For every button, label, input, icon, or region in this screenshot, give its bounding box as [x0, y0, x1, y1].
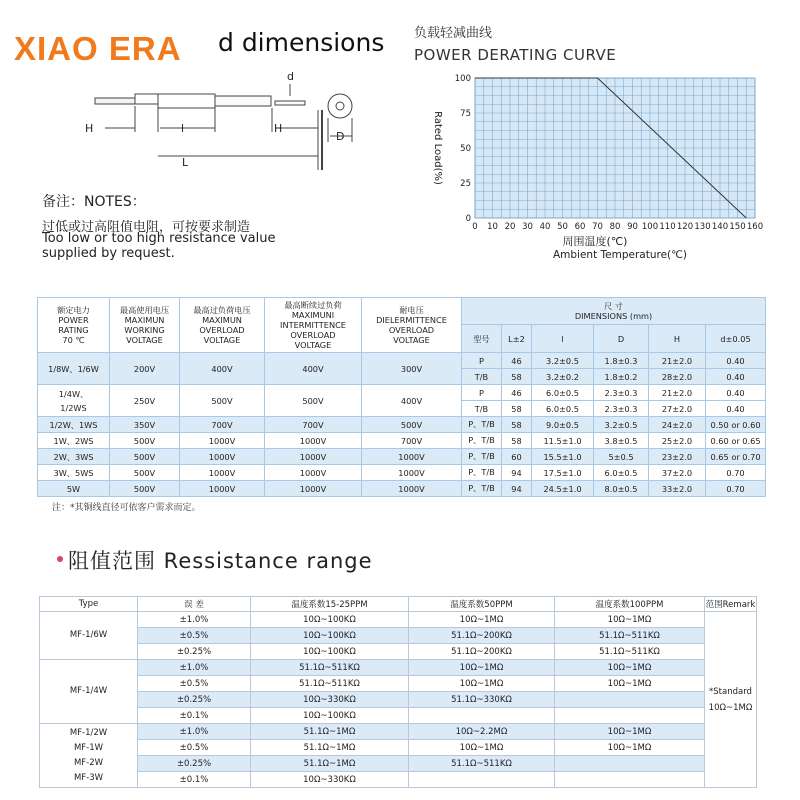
cell-H: 24±2.0 — [649, 417, 706, 433]
cell-H: 28±2.0 — [649, 369, 706, 385]
cell-model: P、T/B — [462, 433, 502, 449]
cell-working-voltage: 250V — [110, 385, 180, 417]
range-row — [40, 660, 757, 676]
range-row — [40, 692, 757, 708]
cell-tcr-100: 51.1Ω~511KΩ — [555, 644, 705, 660]
cell-L: 58 — [502, 417, 532, 433]
header-dielectric-voltage — [362, 298, 462, 353]
y-tick-label: 50 — [460, 144, 471, 154]
cell-working-voltage: 500V — [110, 433, 180, 449]
cell-overload-voltage: 700V — [180, 417, 265, 433]
header-sub-0: 型号 — [462, 325, 502, 353]
cell-l: 3.2±0.5 — [532, 353, 594, 369]
cell-model: P — [462, 385, 502, 401]
x-tick-label: 130 — [694, 222, 711, 232]
label-d: d — [287, 70, 294, 83]
cell-tcr-15-25: 10Ω~330KΩ — [251, 772, 409, 788]
cell-dielectric-voltage: 700V — [362, 433, 462, 449]
cell-D: 6.0±0.5 — [594, 465, 649, 481]
cell-tcr-100 — [555, 692, 705, 708]
dimensions-line: 尺 寸 — [604, 301, 623, 311]
x-tick-label: 10 — [487, 222, 498, 232]
range-row — [40, 772, 757, 788]
cell-intermittence-voltage: 1000V — [265, 449, 362, 465]
cell-H: 23±2.0 — [649, 449, 706, 465]
cell-H: 21±2.0 — [649, 385, 706, 401]
range-row — [40, 628, 757, 644]
x-tick-label: 80 — [609, 222, 621, 232]
cell-tcr-100: 10Ω~1MΩ — [555, 740, 705, 756]
y-tick-label: 0 — [465, 214, 471, 224]
x-tick-label: 60 — [574, 222, 586, 232]
max_working-line: 最高使用电压 — [119, 305, 170, 315]
cell-tcr-100: 10Ω~1MΩ — [555, 660, 705, 676]
x-tick-label: 90 — [627, 222, 638, 232]
cell-d: 0.60 or 0.65 — [706, 433, 766, 449]
cell-tcr-50 — [409, 772, 555, 788]
y-axis-label: Rated Load(%) — [432, 111, 443, 185]
cell-tcr-100: 10Ω~1MΩ — [555, 724, 705, 740]
range-header-0: Type — [40, 597, 138, 612]
header-sub-3: D — [594, 325, 649, 353]
rating-line: 70 ℃ — [62, 335, 85, 345]
resistance-range-title: 阻值范围 Ressistance range — [68, 549, 373, 573]
cell-model: P — [462, 353, 502, 369]
cell-l: 24.5±1.0 — [532, 481, 594, 497]
max_overload-line: 最高过负荷电压 — [193, 305, 251, 315]
cell-tolerance: ±0.25% — [138, 756, 251, 772]
x-tick-label: 110 — [659, 222, 676, 232]
cell-tcr-50: 10Ω~1MΩ — [409, 740, 555, 756]
cell-overload-voltage: 500V — [180, 385, 265, 417]
label-h-right: H — [274, 122, 283, 135]
max_working-line: WORKING — [124, 325, 165, 335]
cell-model: P、T/B — [462, 417, 502, 433]
cell-dielectric-voltage: 300V — [362, 353, 462, 385]
cell-tcr-100 — [555, 772, 705, 788]
cell-tcr-50 — [409, 708, 555, 724]
cell-intermittence-voltage: 1000V — [265, 433, 362, 449]
cell-L: 58 — [502, 433, 532, 449]
chart-title-cn: 负载轻减曲线 — [414, 26, 493, 41]
cell-working-voltage: 350V — [110, 417, 180, 433]
cell-D: 1.8±0.3 — [594, 353, 649, 369]
cell-tcr-100: 10Ω~1MΩ — [555, 676, 705, 692]
range-row — [40, 612, 757, 628]
max_intermittence-line: VOLTAGE — [294, 340, 332, 350]
label-L: L — [182, 156, 189, 169]
cell-tcr-50: 51.1Ω~330KΩ — [409, 692, 555, 708]
y-tick-label: 25 — [460, 179, 471, 189]
notes-line-en1: Too low or too high resistance value — [42, 231, 276, 246]
cell-tcr-100 — [555, 756, 705, 772]
cell-H: 37±2.0 — [649, 465, 706, 481]
cell-tcr-15-25: 10Ω~100KΩ — [251, 708, 409, 724]
cell-l: 6.0±0.5 — [532, 385, 594, 401]
max_overload-line: VOLTAGE — [203, 335, 241, 345]
spec-row — [38, 481, 766, 497]
range-row — [40, 708, 757, 724]
label-l-small: l — [181, 122, 185, 135]
cell-dielectric-voltage: 400V — [362, 385, 462, 417]
x-tick-label: 100 — [641, 222, 659, 232]
cell-intermittence-voltage: 400V — [265, 353, 362, 385]
spec-row — [38, 353, 766, 369]
cell-D: 8.0±0.5 — [594, 481, 649, 497]
header-dimensions — [462, 298, 766, 325]
cell-model: P、T/B — [462, 449, 502, 465]
cell-tcr-15-25: 10Ω~330KΩ — [251, 692, 409, 708]
cell-tolerance: ±0.1% — [138, 708, 251, 724]
header-sub-4: H — [649, 325, 706, 353]
header-max-intermittence-voltage — [265, 298, 362, 353]
cell-D: 1.8±0.2 — [594, 369, 649, 385]
range-row — [40, 756, 757, 772]
cell-tcr-15-25: 10Ω~100KΩ — [251, 628, 409, 644]
cell-d: 0.70 — [706, 465, 766, 481]
max_overload-line: OVERLOAD — [199, 325, 245, 335]
cell-type: MF-1/4W — [40, 660, 138, 724]
cell-H: 33±2.0 — [649, 481, 706, 497]
cell-model: P、T/B — [462, 465, 502, 481]
x-tick-label: 140 — [711, 222, 729, 232]
cell-intermittence-voltage: 500V — [265, 385, 362, 417]
cell-rating: 2W、3WS — [38, 449, 110, 465]
x-tick-label: 150 — [729, 222, 746, 232]
cell-overload-voltage: 1000V — [180, 481, 265, 497]
spec-row — [38, 385, 766, 401]
x-axis-label: Ambient Temperature(℃) — [552, 249, 688, 261]
rating-line: RATING — [58, 325, 89, 335]
range-row — [40, 644, 757, 660]
spec-footnote: 注：*其铜线直径可依客户需求而定。 — [52, 503, 201, 513]
dielectric-line: DIELERMITTENCE — [376, 315, 447, 325]
cell-l: 6.0±0.5 — [532, 401, 594, 417]
dimensions-line: DIMENSIONS (mm) — [574, 311, 653, 321]
cell-d: 0.40 — [706, 369, 766, 385]
brand-logo: XIAO ERA — [14, 30, 182, 67]
y-tick-label: 100 — [454, 74, 471, 84]
cell-rating: 1/8W、1/6W — [38, 353, 110, 385]
cell-tcr-50: 10Ω~2.2MΩ — [409, 724, 555, 740]
chart-title: POWER DERATING CURVE — [414, 46, 617, 64]
cell-intermittence-voltage: 1000V — [265, 481, 362, 497]
cell-d: 0.40 — [706, 401, 766, 417]
dimensions-title: d dimensions — [218, 28, 385, 57]
cell-tolerance: ±1.0% — [138, 612, 251, 628]
cell-H: 21±2.0 — [649, 353, 706, 369]
specification-table — [37, 297, 766, 497]
cell-L: 46 — [502, 385, 532, 401]
dielectric-line: 耐电压 — [399, 305, 424, 315]
cell-overload-voltage: 1000V — [180, 465, 265, 481]
cell-tcr-15-25: 51.1Ω~511KΩ — [251, 660, 409, 676]
header-sub-5: d±0.05 — [706, 325, 766, 353]
cell-rating: 1/2W、1WS — [38, 417, 110, 433]
cell-L: 94 — [502, 481, 532, 497]
cell-intermittence-voltage: 700V — [265, 417, 362, 433]
cell-tcr-50: 10Ω~1MΩ — [409, 612, 555, 628]
cell-tcr-15-25: 51.1Ω~511KΩ — [251, 676, 409, 692]
x-axis-label-cn: 周围温度(℃) — [562, 235, 628, 248]
cell-tcr-50: 51.1Ω~200KΩ — [409, 628, 555, 644]
cell-L: 94 — [502, 465, 532, 481]
header-max-working-voltage — [110, 298, 180, 353]
header-power-rating — [38, 298, 110, 353]
cell-tcr-15-25: 10Ω~100KΩ — [251, 612, 409, 628]
dielectric-line: OVERLOAD — [388, 325, 435, 335]
max_intermittence-line: INTERMITTENCE — [280, 320, 346, 330]
cell-D: 2.3±0.3 — [594, 385, 649, 401]
cell-H: 27±2.0 — [649, 401, 706, 417]
header-max-overload-voltage — [180, 298, 265, 353]
cell-rating: 3W、5WS — [38, 465, 110, 481]
max_intermittence-line: 最高断续过负荷 — [284, 300, 342, 310]
spec-row — [38, 449, 766, 465]
max_working-line: MAXIMUN — [124, 315, 165, 325]
cell-D: 3.8±0.5 — [594, 433, 649, 449]
dielectric-line: VOLTAGE — [393, 335, 430, 345]
cell-d: 0.40 — [706, 385, 766, 401]
cell-tcr-15-25: 51.1Ω~1MΩ — [251, 756, 409, 772]
cell-rating: 1/4W、 1/2WS — [38, 385, 110, 417]
label-h-left: H — [85, 122, 94, 135]
cell-tcr-50: 10Ω~1MΩ — [409, 676, 555, 692]
cell-tolerance: ±0.5% — [138, 628, 251, 644]
cell-D: 2.3±0.3 — [594, 401, 649, 417]
cell-model: T/B — [462, 369, 502, 385]
header-sub-1: L±2 — [502, 325, 532, 353]
notes-line-en2: supplied by request. — [42, 246, 175, 261]
cell-intermittence-voltage: 1000V — [265, 465, 362, 481]
cell-d: 0.65 or 0.70 — [706, 449, 766, 465]
cell-d: 0.50 or 0.60 — [706, 417, 766, 433]
cell-model: P、T/B — [462, 481, 502, 497]
label-D: D — [336, 130, 345, 143]
cell-tcr-100: 51.1Ω~511KΩ — [555, 628, 705, 644]
cell-overload-voltage: 400V — [180, 353, 265, 385]
header-sub-2: l — [532, 325, 594, 353]
cell-L: 58 — [502, 401, 532, 417]
x-tick-label: 0 — [472, 222, 478, 232]
cell-overload-voltage: 1000V — [180, 449, 265, 465]
x-tick-label: 120 — [676, 222, 694, 232]
x-tick-label: 20 — [504, 222, 516, 232]
cell-d: 0.40 — [706, 353, 766, 369]
range-header-4: 温度系数100PPM — [555, 597, 705, 612]
cell-model: T/B — [462, 401, 502, 417]
range-header-1: 误 差 — [138, 597, 251, 612]
cell-tolerance: ±0.1% — [138, 772, 251, 788]
cell-overload-voltage: 1000V — [180, 433, 265, 449]
cell-l: 15.5±1.0 — [532, 449, 594, 465]
spec-row — [38, 417, 766, 433]
range-header-2: 温度系数15-25PPM — [251, 597, 409, 612]
x-tick-label: 70 — [592, 222, 603, 232]
cell-dielectric-voltage: 1000V — [362, 449, 462, 465]
cell-tcr-50: 51.1Ω~200KΩ — [409, 644, 555, 660]
y-tick-label: 75 — [460, 109, 471, 119]
spec-row — [38, 465, 766, 481]
x-tick-label: 30 — [522, 222, 533, 232]
cell-tcr-50: 51.1Ω~511KΩ — [409, 756, 555, 772]
resistance-range-table — [39, 596, 757, 788]
cell-tcr-100 — [555, 708, 705, 724]
max_overload-line: MAXIMUN — [202, 315, 242, 325]
range-row — [40, 676, 757, 692]
cell-H: 25±2.0 — [649, 433, 706, 449]
cell-rating: 5W — [38, 481, 110, 497]
cell-tolerance: ±0.5% — [138, 740, 251, 756]
resistor-dimension-drawing — [60, 70, 390, 180]
cell-tolerance: ±0.25% — [138, 692, 251, 708]
cell-D: 5±0.5 — [594, 449, 649, 465]
cell-tolerance: ±1.0% — [138, 724, 251, 740]
range-row — [40, 740, 757, 756]
cell-working-voltage: 500V — [110, 449, 180, 465]
cell-L: 58 — [502, 369, 532, 385]
range-row — [40, 724, 757, 740]
cell-remark: *Standard 10Ω~1MΩ — [705, 612, 757, 788]
cell-working-voltage: 500V — [110, 481, 180, 497]
cell-D: 3.2±0.5 — [594, 417, 649, 433]
cell-l: 3.2±0.2 — [532, 369, 594, 385]
range-header-3: 温度系数50PPM — [409, 597, 555, 612]
rating-line: POWER — [58, 315, 89, 325]
spec-row — [38, 433, 766, 449]
cell-dielectric-voltage: 1000V — [362, 465, 462, 481]
cell-tolerance: ±1.0% — [138, 660, 251, 676]
x-tick-label: 40 — [539, 222, 551, 232]
cell-dielectric-voltage: 500V — [362, 417, 462, 433]
cell-type: MF-1/2W MF-1W MF-2W MF-3W — [40, 724, 138, 788]
cell-tcr-50: 10Ω~1MΩ — [409, 660, 555, 676]
max_intermittence-line: OVERLOAD — [290, 330, 336, 340]
cell-l: 11.5±1.0 — [532, 433, 594, 449]
bullet-dot — [57, 556, 63, 562]
x-tick-label: 160 — [746, 222, 764, 232]
cell-dielectric-voltage: 1000V — [362, 481, 462, 497]
cell-working-voltage: 200V — [110, 353, 180, 385]
cell-tolerance: ±0.5% — [138, 676, 251, 692]
range-header-5: 范围Remark — [705, 597, 757, 612]
max_working-line: VOLTAGE — [126, 335, 163, 345]
cell-L: 46 — [502, 353, 532, 369]
cell-tolerance: ±0.25% — [138, 644, 251, 660]
cell-l: 17.5±1.0 — [532, 465, 594, 481]
cell-rating: 1W、2WS — [38, 433, 110, 449]
cell-working-voltage: 500V — [110, 465, 180, 481]
rating-line: 额定电力 — [57, 305, 90, 315]
x-tick-label: 50 — [557, 222, 568, 232]
cell-tcr-15-25: 51.1Ω~1MΩ — [251, 724, 409, 740]
power-derating-chart — [425, 70, 770, 265]
cell-l: 9.0±0.5 — [532, 417, 594, 433]
cell-type: MF-1/6W — [40, 612, 138, 660]
cell-tcr-100: 10Ω~1MΩ — [555, 612, 705, 628]
cell-L: 60 — [502, 449, 532, 465]
cell-tcr-15-25: 10Ω~100KΩ — [251, 644, 409, 660]
notes-line-cn: 过低或过高阻值电阻，可按要求制造 — [42, 220, 251, 235]
cell-d: 0.70 — [706, 481, 766, 497]
cell-tcr-15-25: 51.1Ω~1MΩ — [251, 740, 409, 756]
max_intermittence-line: MAXIMUNI — [291, 310, 335, 320]
notes-heading: 备注：NOTES： — [42, 194, 146, 210]
